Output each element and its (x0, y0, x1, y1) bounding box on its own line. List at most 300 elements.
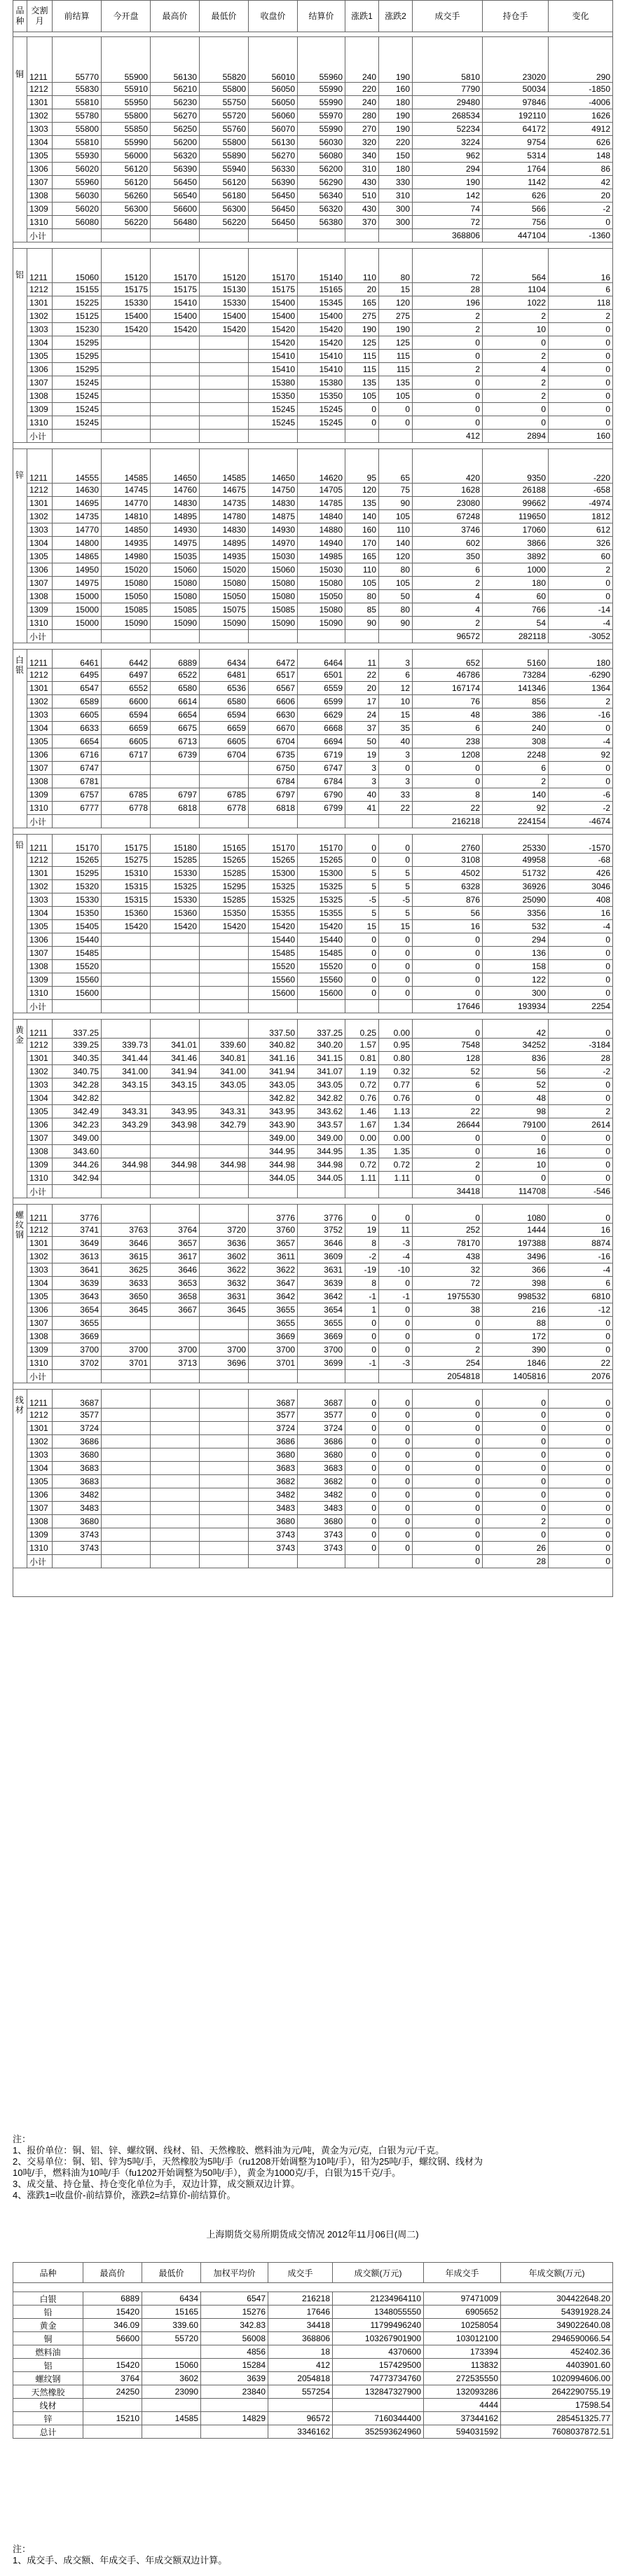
table-cell: 15360 (151, 907, 200, 920)
table-cell: 14950 (53, 563, 102, 577)
table-cell: 56070 (249, 123, 298, 136)
table-cell: 0.72 (345, 1078, 379, 1092)
table-cell: 0 (483, 1462, 549, 1475)
table-cell (200, 1542, 249, 1555)
table-cell: 1302 (27, 109, 53, 123)
column-header: 收盘价 (249, 1, 298, 32)
table-cell (200, 1390, 249, 1409)
table-cell: 6675 (151, 722, 200, 735)
table-cell (151, 1542, 200, 1555)
table-cell: 3764 (151, 1224, 200, 1237)
table-cell (102, 933, 151, 947)
table-cell (298, 1555, 345, 1568)
table-cell: 80 (379, 563, 413, 577)
subtotal-label: 小计 (27, 229, 53, 242)
summary-cell: 304422648.20 (501, 2292, 613, 2306)
table-cell: 142 (413, 189, 483, 203)
summary-column-header: 年成交额(万元) (501, 2263, 613, 2283)
table-row (13, 1303, 613, 1317)
table-cell: 3655 (249, 1317, 298, 1330)
table-cell (151, 1317, 200, 1330)
table-cell: 6 (549, 283, 613, 296)
summary-cell: 157429500 (333, 2359, 424, 2372)
table-cell (151, 350, 200, 363)
table-cell: 0 (549, 960, 613, 973)
table-cell: 0 (549, 376, 613, 390)
table-cell: 3687 (53, 1390, 102, 1409)
table-cell: 0 (413, 1132, 483, 1145)
table-cell: 56030 (298, 136, 345, 149)
table-cell: 6654 (53, 735, 102, 748)
table-cell: 3655 (53, 1317, 102, 1330)
table-row (13, 216, 613, 229)
table-cell: 1302 (27, 880, 53, 893)
table-cell: 97846 (483, 96, 549, 109)
table-cell: 3645 (102, 1303, 151, 1317)
table-cell: 55990 (102, 136, 151, 149)
table-cell: 15420 (151, 920, 200, 933)
subtotal-label: 小计 (27, 430, 53, 443)
table-cell: 122 (483, 973, 549, 987)
table-cell (345, 1370, 379, 1383)
table-cell: -14 (549, 603, 613, 617)
table-cell: 14750 (249, 484, 298, 497)
table-cell: 0.76 (379, 1092, 413, 1105)
table-cell: 74 (413, 203, 483, 216)
table-cell: 15330 (102, 296, 151, 310)
table-cell (200, 630, 249, 643)
table-cell: 0 (413, 775, 483, 788)
table-cell: 15090 (102, 617, 151, 630)
table-cell: 160 (379, 83, 413, 96)
table-cell: -1 (345, 1357, 379, 1370)
table-cell: 3724 (53, 1422, 102, 1435)
table-cell: 56600 (151, 203, 200, 216)
summary-row (13, 2292, 613, 2306)
table-cell: 12 (379, 682, 413, 695)
table-cell: 0 (549, 577, 613, 590)
table-cell: 11 (379, 1224, 413, 1237)
table-cell: 0 (549, 1528, 613, 1542)
table-cell: 15355 (298, 907, 345, 920)
table-cell: 0 (345, 1205, 379, 1224)
table-cell (102, 1462, 151, 1475)
table-cell: 341.07 (298, 1065, 345, 1078)
table-row (13, 1237, 613, 1250)
table-cell (102, 1528, 151, 1542)
table-cell: -1 (379, 1290, 413, 1303)
table-cell: -2 (345, 1250, 379, 1263)
table-cell: 308 (483, 735, 549, 748)
table-cell: 1303 (27, 523, 53, 537)
table-cell: 0 (549, 1205, 613, 1224)
table-cell: 343.29 (102, 1118, 151, 1132)
table-cell: 56200 (298, 163, 345, 176)
table-row (13, 37, 613, 83)
table-cell: 6784 (298, 775, 345, 788)
table-cell: 10 (379, 695, 413, 708)
table-cell: 56050 (249, 96, 298, 109)
summary-cell: 4444 (424, 2399, 501, 2412)
table-cell: 0 (345, 1502, 379, 1515)
table-cell: 0 (379, 1475, 413, 1488)
table-cell: 17060 (483, 523, 549, 537)
summary-gap (13, 2283, 613, 2292)
table-cell (102, 1542, 151, 1555)
table-row (13, 323, 613, 336)
table-cell: 420 (413, 449, 483, 484)
table-cell: 1309 (27, 403, 53, 416)
table-cell: 120 (379, 296, 413, 310)
table-cell: 15080 (249, 577, 298, 590)
table-cell: 1301 (27, 1052, 53, 1065)
table-cell: 1306 (27, 563, 53, 577)
table-cell: 167174 (413, 682, 483, 695)
table-cell: 15300 (298, 867, 345, 880)
table-cell: 856 (483, 695, 549, 708)
table-cell: 3658 (151, 1290, 200, 1303)
table-cell: 55800 (102, 109, 151, 123)
table-cell: 1846 (483, 1357, 549, 1370)
table-cell: 0 (413, 403, 483, 416)
table-cell: 14895 (151, 510, 200, 523)
table-cell: 340.20 (298, 1039, 345, 1052)
table-cell: 0 (345, 960, 379, 973)
table-cell: 3680 (53, 1515, 102, 1528)
summary-cell: 黄金 (13, 2319, 83, 2332)
table-cell: 56130 (151, 37, 200, 83)
table-cell: 6567 (249, 682, 298, 695)
summary-row (13, 2425, 613, 2439)
table-cell (200, 1132, 249, 1145)
table-cell (151, 1390, 200, 1409)
table-cell: 6777 (53, 802, 102, 815)
table-cell: 15165 (298, 283, 345, 296)
table-cell: 1628 (413, 484, 483, 497)
table-cell: 1306 (27, 1488, 53, 1502)
table-cell: 56260 (102, 189, 151, 203)
table-cell: 196 (413, 296, 483, 310)
table-cell: 15180 (151, 835, 200, 854)
table-cell: 1303 (27, 893, 53, 907)
table-cell (379, 815, 413, 828)
table-cell: 3483 (298, 1502, 345, 1515)
table-cell: 1305 (27, 350, 53, 363)
table-cell: 14785 (298, 497, 345, 510)
table-cell: 0 (549, 722, 613, 735)
table-cell: 42 (483, 1020, 549, 1039)
table-cell: 1301 (27, 497, 53, 510)
table-cell: 342.23 (53, 1118, 102, 1132)
table-cell: 1211 (27, 449, 53, 484)
table-cell (200, 376, 249, 390)
table-cell (200, 1205, 249, 1224)
table-cell (102, 1502, 151, 1515)
table-cell: 64172 (483, 123, 549, 136)
table-cell: 0 (483, 1502, 549, 1515)
table-cell (345, 430, 379, 443)
table-cell: 15245 (249, 403, 298, 416)
table-cell: 0 (483, 336, 549, 350)
summary-cell: 17598.54 (501, 2399, 613, 2412)
table-cell: 15315 (102, 880, 151, 893)
table-cell: 14985 (298, 550, 345, 563)
table-cell: 110 (345, 249, 379, 283)
table-row (13, 1528, 613, 1542)
subtotal-cell: 216218 (413, 815, 483, 828)
table-cell: 55930 (53, 149, 102, 163)
table-cell: 438 (413, 1250, 483, 1263)
table-cell: 1303 (27, 708, 53, 722)
product-name: 锌 (13, 449, 27, 643)
table-cell: 6472 (249, 650, 298, 669)
table-cell: 15080 (200, 577, 249, 590)
table-cell: 0 (413, 336, 483, 350)
table-cell: 340.81 (200, 1052, 249, 1065)
table-cell: 15405 (53, 920, 102, 933)
subtotal-cell: 2076 (549, 1370, 613, 1383)
table-cell: 3609 (298, 1250, 345, 1263)
table-cell: 15520 (53, 960, 102, 973)
table-cell: 46786 (413, 669, 483, 682)
table-cell: 343.95 (151, 1105, 200, 1118)
table-cell (151, 430, 200, 443)
table-cell: 15140 (298, 249, 345, 283)
table-cell: 612 (549, 523, 613, 537)
table-cell: 14940 (298, 537, 345, 550)
table-cell: 14840 (298, 510, 345, 523)
table-cell: 115 (345, 350, 379, 363)
table-cell (249, 630, 298, 643)
table-cell (298, 229, 345, 242)
table-cell: 532 (483, 920, 549, 933)
table-row (13, 775, 613, 788)
table-cell: 1301 (27, 1422, 53, 1435)
summary-cell: 15276 (201, 2306, 268, 2319)
table-cell: 3701 (102, 1357, 151, 1370)
table-cell: 310 (379, 189, 413, 203)
table-cell: 3724 (298, 1422, 345, 1435)
summary-cell: 3602 (142, 2372, 201, 2385)
table-cell: 3641 (53, 1263, 102, 1277)
summary-cell: 285451325.77 (501, 2412, 613, 2425)
subtotal-label: 小计 (27, 1000, 53, 1013)
table-row (13, 835, 613, 854)
table-cell: 2248 (483, 748, 549, 762)
table-row (13, 933, 613, 947)
table-cell: 3686 (298, 1435, 345, 1448)
table-cell: 36926 (483, 880, 549, 893)
table-cell: 34252 (483, 1039, 549, 1052)
table-cell: 2 (549, 1105, 613, 1118)
table-cell: 15090 (249, 617, 298, 630)
table-cell: 3776 (53, 1205, 102, 1224)
table-cell (102, 1132, 151, 1145)
table-cell (102, 973, 151, 987)
table-cell: -3 (379, 1357, 413, 1370)
summary-cell: 96572 (268, 2412, 333, 2425)
table-cell: 14760 (151, 484, 200, 497)
table-row (13, 748, 613, 762)
table-cell: 15175 (151, 283, 200, 296)
table-cell: 0.25 (345, 1020, 379, 1039)
table-cell: 0 (379, 1343, 413, 1357)
section-gap (13, 443, 613, 449)
table-cell: 135 (345, 376, 379, 390)
table-row (13, 1542, 613, 1555)
table-cell: 350 (413, 550, 483, 563)
table-cell: 3642 (298, 1290, 345, 1303)
table-cell: 15245 (249, 416, 298, 430)
table-row (13, 296, 613, 310)
table-cell: 1302 (27, 1250, 53, 1263)
table-cell: 38 (413, 1303, 483, 1317)
product-name: 白银 (13, 650, 27, 828)
table-cell: 240 (345, 37, 379, 83)
summary-cell: 17646 (268, 2306, 333, 2319)
table-row (13, 336, 613, 350)
table-cell: 56320 (298, 203, 345, 216)
table-cell: 140 (483, 788, 549, 802)
table-cell: 1305 (27, 920, 53, 933)
table-cell: 125 (379, 336, 413, 350)
table-cell: 14975 (151, 537, 200, 550)
table-cell: 56450 (249, 203, 298, 216)
table-cell: 51732 (483, 867, 549, 880)
summary-cell: 6434 (142, 2292, 201, 2306)
table-row (13, 960, 613, 973)
table-cell: 341.44 (102, 1052, 151, 1065)
table-cell: 0 (413, 1488, 483, 1502)
table-cell: 80 (379, 603, 413, 617)
table-cell: 14970 (249, 537, 298, 550)
table-row (13, 310, 613, 323)
table-cell: 0 (549, 590, 613, 603)
table-cell: 766 (483, 603, 549, 617)
table-cell: 3 (345, 762, 379, 775)
table-cell: 55820 (200, 37, 249, 83)
table-cell: 15410 (249, 363, 298, 376)
table-cell: 56020 (53, 163, 102, 176)
table-cell: 56220 (200, 216, 249, 229)
table-cell: 115 (379, 363, 413, 376)
table-cell: 0 (549, 363, 613, 376)
table-cell: 220 (345, 83, 379, 96)
table-cell: 1309 (27, 788, 53, 802)
table-cell: 6694 (298, 735, 345, 748)
table-cell: 37 (345, 722, 379, 735)
table-cell: 3649 (53, 1237, 102, 1250)
table-cell: 0 (413, 1317, 483, 1330)
table-cell: 14830 (151, 497, 200, 510)
summary-cell: 103267901900 (333, 2332, 424, 2345)
table-row (13, 1020, 613, 1039)
table-cell: 3 (379, 650, 413, 669)
table-cell: 3680 (298, 1515, 345, 1528)
table-cell: 6818 (249, 802, 298, 815)
table-cell: 430 (345, 203, 379, 216)
table-cell: 5 (379, 880, 413, 893)
table-cell: 15245 (298, 403, 345, 416)
table-cell (200, 1145, 249, 1158)
table-cell: -2 (549, 203, 613, 216)
table-cell: 15380 (249, 376, 298, 390)
summary-cell: 34418 (268, 2319, 333, 2332)
table-cell: 0 (483, 1132, 549, 1145)
table-cell: 140 (345, 510, 379, 523)
table-cell (151, 403, 200, 416)
table-cell: 0 (549, 947, 613, 960)
column-header: 成交手 (413, 1, 483, 32)
table-cell: 15295 (53, 867, 102, 880)
table-cell: 337.25 (298, 1020, 345, 1039)
section-gap (13, 1198, 613, 1205)
table-cell: 0 (549, 1462, 613, 1475)
table-cell: 626 (483, 189, 549, 203)
table-cell: 5 (345, 907, 379, 920)
table-cell: 3720 (200, 1224, 249, 1237)
table-cell: 15175 (102, 283, 151, 296)
table-cell: 15325 (249, 893, 298, 907)
table-cell: 15440 (298, 933, 345, 947)
table-cell: 6 (413, 1078, 483, 1092)
table-row (13, 1330, 613, 1343)
summary-cell: 15284 (201, 2359, 268, 2372)
table-cell: 15410 (298, 350, 345, 363)
table-cell: 6785 (200, 788, 249, 802)
subtotal-row (13, 1000, 613, 1013)
table-cell: 344.98 (298, 1158, 345, 1172)
table-cell: 0.00 (379, 1132, 413, 1145)
table-cell: 1000 (483, 563, 549, 577)
table-cell: 343.62 (298, 1105, 345, 1118)
table-cell: 50 (345, 735, 379, 748)
table-cell (53, 229, 102, 242)
table-row (13, 1105, 613, 1118)
table-cell: -658 (549, 484, 613, 497)
table-cell (200, 1448, 249, 1462)
table-cell (200, 1172, 249, 1185)
table-cell: 15420 (298, 323, 345, 336)
table-cell: 5 (345, 867, 379, 880)
summary-cell: 铝 (13, 2359, 83, 2372)
table-cell (249, 229, 298, 242)
table-cell: 15420 (200, 920, 249, 933)
summary-row (13, 2385, 613, 2399)
table-cell: 3650 (102, 1290, 151, 1303)
table-cell: 0 (549, 987, 613, 1000)
table-cell: -5 (345, 893, 379, 907)
table-cell: 15520 (298, 960, 345, 973)
table-cell: 3743 (53, 1542, 102, 1555)
table-cell: 55990 (298, 123, 345, 136)
table-cell: 15320 (53, 880, 102, 893)
table-cell: 0 (413, 973, 483, 987)
table-cell: 0 (549, 973, 613, 987)
table-cell: 56180 (200, 189, 249, 203)
table-cell: 1307 (27, 762, 53, 775)
table-cell: 0 (549, 1343, 613, 1357)
table-cell (151, 416, 200, 430)
table-cell: 1211 (27, 835, 53, 854)
table-cell: 15060 (53, 249, 102, 283)
summary-cell (142, 2345, 201, 2359)
summary-cell: 132093286 (424, 2385, 501, 2399)
summary-cell: 113832 (424, 2359, 501, 2372)
table-cell: 6704 (249, 735, 298, 748)
subtotal-row (13, 1370, 613, 1383)
table-cell: -4 (379, 1250, 413, 1263)
